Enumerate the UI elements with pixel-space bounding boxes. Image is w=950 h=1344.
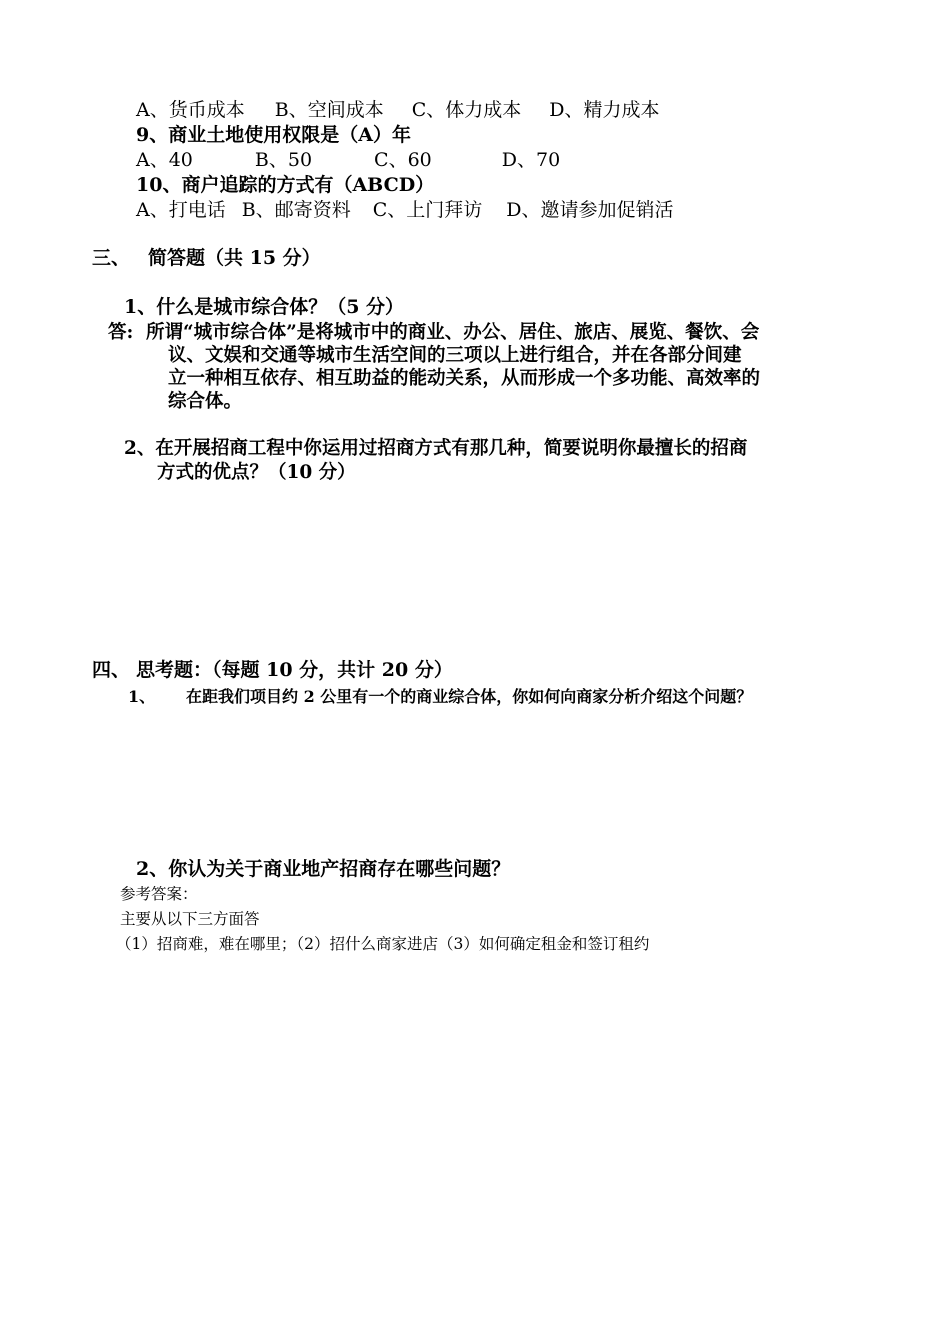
section4-q2-title: 2、你认为关于商业地产招商存在哪些问题？ bbox=[136, 858, 511, 880]
section4-q2-ref-line-2: （1）招商难，难在哪里；（2）招什么商家进店（3）如何确定租金和签订租约 bbox=[116, 935, 650, 953]
section3-q1-answer-label: 答: bbox=[108, 322, 134, 343]
section4-number: 四、 bbox=[92, 659, 131, 681]
q8-option-c: C、体力成本 bbox=[411, 99, 522, 121]
q9-option-a: A、40 bbox=[136, 149, 193, 171]
q8-options bbox=[136, 100, 659, 122]
q10-option-d: D、邀请参加促销活 bbox=[506, 199, 674, 221]
q8-option-a: A、货币成本 bbox=[136, 99, 245, 121]
q10-options bbox=[136, 200, 673, 222]
q8-option-b: B、空间成本 bbox=[274, 99, 384, 121]
section4-heading bbox=[92, 660, 453, 682]
section3-q1-answer-line-3: 立一种相互依存、相互助益的能动关系，从而形成一个多功能、高效率的 bbox=[168, 368, 761, 389]
section3-q2-line-1: 2、在开展招商工程中你运用过招商方式有那几种，简要说明你最擅长的招商 bbox=[124, 438, 748, 459]
section3-title: 简答题（共 15 分） bbox=[148, 247, 321, 269]
section4-title: 思考题：（每题 10 分，共计 20 分） bbox=[136, 659, 453, 681]
section3-q2-line-2: 方式的优点？（10 分） bbox=[157, 462, 356, 483]
q9-option-b: B、50 bbox=[254, 149, 313, 171]
q9-title: 9、商业土地使用权限是（A）年 bbox=[136, 124, 411, 146]
section3-number: 三、 bbox=[92, 247, 131, 269]
section3-q1-title: 1、什么是城市综合体？（5 分） bbox=[124, 296, 405, 318]
section4-q2-ref-line-1: 主要从以下三方面答 bbox=[120, 910, 260, 928]
q9-option-d: D、70 bbox=[501, 149, 561, 171]
q10-option-a: A、打电话 bbox=[136, 199, 226, 221]
section4-q1-text: 在距我们项目约 2 公里有一个的商业综合体，你如何向商家分析介绍这个问题？ bbox=[186, 687, 753, 706]
section3-q1-answer-line-4: 综合体。 bbox=[168, 391, 243, 412]
section3-q1-answer-line-2: 议、文娱和交通等城市生活空间的三项以上进行组合，并在各部分间建 bbox=[168, 345, 742, 366]
section4-q2-ref-label: 参考答案： bbox=[120, 885, 198, 903]
q10-title: 10、商户追踪的方式有（ABCD） bbox=[136, 174, 435, 196]
q10-option-b: B、邮寄资料 bbox=[241, 199, 351, 221]
section3-q1-answer-line-1: 所谓“城市综合体”是将城市中的商业、办公、居住、旅店、展览、餐饮、会 bbox=[146, 322, 760, 343]
q10-option-c: C、上门拜访 bbox=[372, 199, 483, 221]
q9-option-c: C、60 bbox=[374, 149, 432, 171]
q9-options bbox=[136, 150, 560, 172]
section4-q1-number: 1、 bbox=[128, 687, 156, 706]
q8-option-d: D、精力成本 bbox=[549, 99, 660, 121]
section3-heading bbox=[92, 248, 321, 270]
